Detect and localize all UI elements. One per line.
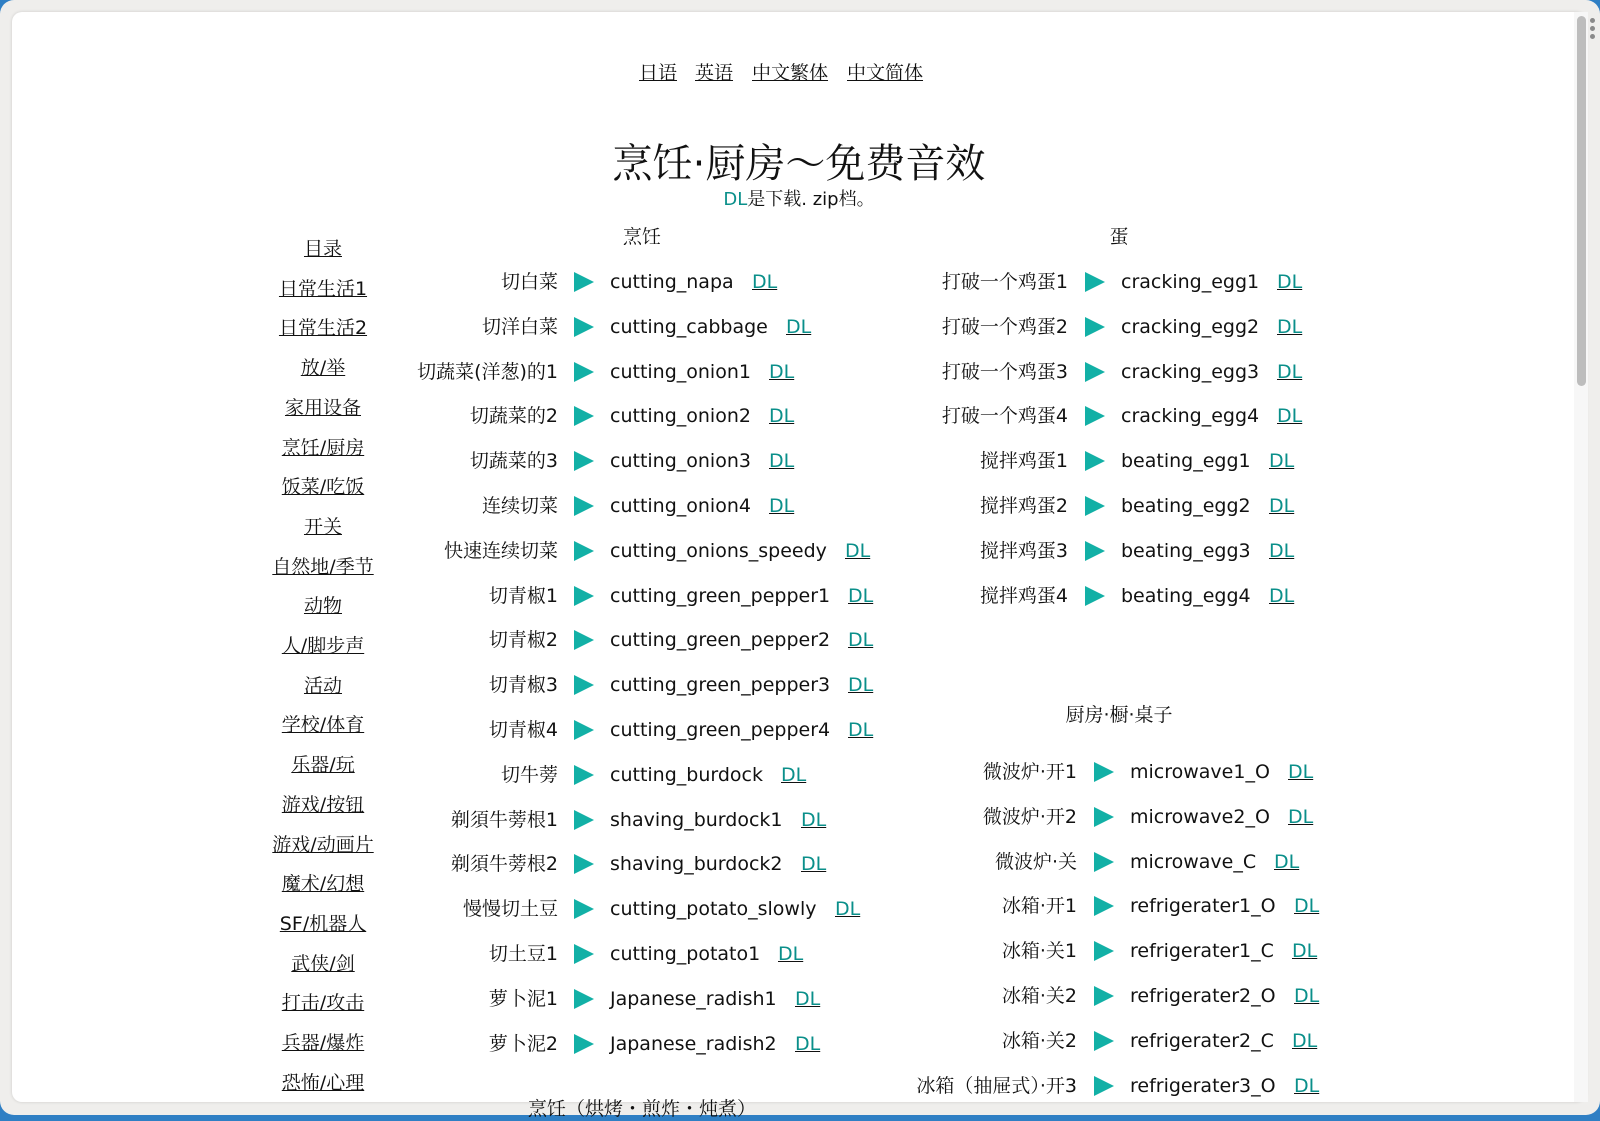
sound-filename: cutting_onions_speedy: [610, 539, 827, 562]
download-link[interactable]: DL: [848, 629, 874, 652]
sound-filename: microwave1_O: [1130, 761, 1270, 783]
sound-filename: cutting_potato_slowly: [610, 898, 817, 921]
sidebar-item[interactable]: 开关: [303, 515, 342, 538]
sidebar-item[interactable]: 兵器/爆炸: [281, 1032, 365, 1054]
sound-filename: cutting_cabbage: [610, 315, 768, 338]
download-link[interactable]: DL: [769, 405, 795, 428]
sound-filename: cutting_green_pepper3: [610, 674, 831, 697]
sound-filename: refrigerater1_C: [1130, 940, 1274, 963]
sound-label: 连续切菜: [481, 495, 558, 517]
sound-filename: beating_egg4: [1121, 584, 1251, 607]
play-icon[interactable]: [574, 854, 594, 874]
sound-filename: cutting_onion3: [610, 450, 751, 473]
play-icon[interactable]: [574, 451, 594, 471]
download-link[interactable]: DL: [845, 539, 871, 562]
sound-filename: shaving_burdock2: [610, 853, 783, 876]
sidebar-item[interactable]: 日常生活1: [278, 277, 368, 300]
sound-filename: refrigerater3_O: [1130, 1074, 1276, 1097]
sound-label: 萝卜泥2: [488, 1032, 558, 1055]
sound-label: 打破一个鸡蛋2: [941, 315, 1068, 338]
play-icon[interactable]: [574, 720, 594, 740]
play-icon[interactable]: [1085, 362, 1105, 382]
sidebar-item[interactable]: 学校/体育: [281, 714, 365, 737]
play-icon[interactable]: [1085, 586, 1105, 606]
play-icon[interactable]: [574, 630, 594, 650]
sound-filename: shaving_burdock1: [610, 808, 783, 831]
sound-label: 冰箱·开1: [1001, 895, 1077, 918]
page-subtitle: [12, 185, 1586, 211]
download-link[interactable]: DL: [795, 1032, 821, 1055]
subtitle-text: 是下载. zip档。: [747, 189, 875, 210]
download-link[interactable]: DL: [1277, 315, 1303, 338]
download-link[interactable]: DL: [1269, 539, 1295, 562]
sound-filename: cutting_green_pepper4: [610, 719, 831, 741]
play-icon[interactable]: [574, 272, 594, 292]
sound-filename: refrigerater2_O: [1130, 985, 1276, 1007]
sound-filename: cracking_egg4: [1121, 405, 1260, 428]
play-icon[interactable]: [1094, 807, 1114, 827]
sidebar-item[interactable]: 饭菜/吃饭: [281, 476, 365, 499]
sidebar-item[interactable]: 动物: [303, 595, 342, 618]
sound-label: 切青椒4: [488, 719, 558, 741]
scrollbar-thumb[interactable]: [1577, 16, 1586, 386]
sound-filename: cutting_onion2: [610, 405, 751, 428]
play-icon[interactable]: [574, 765, 594, 785]
sound-filename: cutting_napa: [610, 271, 734, 293]
download-link[interactable]: DL: [848, 584, 874, 607]
sound-label: 切青椒3: [488, 674, 558, 697]
sound-label: 搅拌鸡蛋3: [979, 539, 1068, 562]
sidebar-item[interactable]: 乐器/玩: [291, 754, 355, 777]
sidebar-item[interactable]: 自然地/季节: [272, 555, 374, 578]
sound-filename: beating_egg1: [1121, 450, 1251, 473]
play-icon[interactable]: [1094, 896, 1114, 916]
sound-label: 切牛蒡: [500, 763, 558, 786]
sound-label: 搅拌鸡蛋2: [979, 495, 1068, 517]
download-link[interactable]: DL: [801, 853, 827, 876]
download-link[interactable]: DL: [778, 943, 804, 965]
sidebar-item[interactable]: 魔术/幻想: [281, 873, 365, 896]
play-icon[interactable]: [1085, 451, 1105, 471]
sound-filename: microwave2_O: [1130, 805, 1270, 828]
play-icon[interactable]: [1094, 852, 1114, 872]
sound-label: 冰箱（抽屉式）·开3: [916, 1074, 1077, 1097]
sound-label: 微波炉·开2: [982, 805, 1077, 828]
sound-label: 剃須牛蒡根2: [450, 853, 558, 876]
sound-label: 微波炉·开1: [982, 761, 1077, 783]
play-icon[interactable]: [574, 586, 594, 606]
download-link[interactable]: DL: [835, 898, 861, 921]
sound-filename: refrigerater1_O: [1130, 895, 1276, 918]
sound-label: 快速连续切菜: [443, 539, 558, 562]
sound-label: 慢慢切土豆: [462, 898, 558, 921]
vertical-scrollbar[interactable]: [1574, 12, 1588, 1102]
download-link[interactable]: DL: [1277, 405, 1303, 428]
sound-filename: cutting_burdock: [610, 763, 763, 786]
play-icon[interactable]: [574, 944, 594, 964]
sound-label: 打破一个鸡蛋3: [941, 360, 1068, 383]
sound-label: 萝卜泥1: [488, 987, 558, 1010]
download-link[interactable]: DL: [801, 808, 827, 831]
sound-filename: beating_egg3: [1121, 539, 1251, 562]
play-icon[interactable]: [574, 1034, 594, 1054]
sidebar-item[interactable]: 放/举: [300, 357, 346, 380]
download-link[interactable]: DL: [769, 360, 795, 383]
sidebar-item[interactable]: 游戏/动画片: [272, 833, 374, 856]
section-heading-cooking2: 烹饪（烘烤・煎炸・炖煮）: [527, 1098, 756, 1120]
section-heading-egg: 蛋: [1109, 226, 1129, 248]
sound-label: 搅拌鸡蛋4: [979, 584, 1068, 607]
sound-label: 切青椒2: [488, 629, 558, 652]
page-viewport: [12, 12, 1586, 1120]
sound-label: 切蔬菜的2: [469, 405, 558, 428]
sound-filename: cracking_egg2: [1121, 315, 1260, 338]
play-icon[interactable]: [1085, 406, 1105, 426]
play-icon[interactable]: [1085, 317, 1105, 337]
sidebar-item[interactable]: 打击/攻击: [281, 992, 365, 1015]
sidebar-item[interactable]: 家用设备: [284, 396, 361, 419]
sound-filename: cracking_egg1: [1121, 271, 1260, 293]
sound-filename: refrigerater2_C: [1130, 1029, 1274, 1052]
sidebar-item[interactable]: 日常生活2: [278, 317, 368, 340]
sound-filename: cutting_green_pepper2: [610, 629, 831, 652]
sound-filename: cutting_potato1: [610, 943, 761, 965]
play-icon[interactable]: [574, 406, 594, 426]
lang-link-traditional-chinese[interactable]: 中文繁体: [752, 62, 829, 84]
sound-label: 微波炉·关: [994, 850, 1077, 873]
lang-link-simplified-chinese[interactable]: 中文简体: [847, 62, 924, 84]
download-link[interactable]: DL: [848, 674, 874, 697]
play-icon[interactable]: [574, 496, 594, 516]
section-heading-cooking: 烹饪: [622, 226, 661, 248]
play-icon[interactable]: [1085, 541, 1105, 561]
download-link[interactable]: DL: [781, 763, 807, 786]
section-heading-kitchen: 厨房·橱·桌子: [1065, 704, 1173, 726]
sound-filename: cracking_egg3: [1121, 360, 1260, 383]
sound-label: 切白菜: [500, 271, 558, 293]
sound-filename: Japanese_radish2: [610, 1032, 777, 1055]
download-link[interactable]: DL: [1288, 805, 1314, 828]
sound-filename: beating_egg2: [1121, 495, 1251, 517]
download-link[interactable]: DL: [795, 987, 821, 1010]
play-icon[interactable]: [574, 317, 594, 337]
sound-label: 冰箱·关1: [1001, 940, 1077, 963]
play-icon[interactable]: [1094, 1031, 1114, 1051]
play-icon[interactable]: [1085, 272, 1105, 292]
dl-hint: DL: [723, 189, 748, 210]
download-link[interactable]: DL: [786, 315, 812, 338]
sound-label: 搅拌鸡蛋1: [979, 450, 1068, 473]
sound-label: 切蔬菜(洋葱)的1: [417, 360, 558, 383]
sound-filename: cutting_onion4: [610, 495, 751, 517]
sidebar-item[interactable]: 人/脚步声: [281, 635, 365, 657]
download-link[interactable]: DL: [752, 271, 778, 293]
sidebar-item[interactable]: 烹饪/厨房: [281, 436, 365, 459]
download-link[interactable]: DL: [1277, 360, 1303, 383]
download-link[interactable]: DL: [1294, 1074, 1320, 1097]
download-link[interactable]: DL: [1294, 895, 1320, 918]
sound-label: 冰箱·关2: [1001, 1029, 1077, 1052]
play-icon[interactable]: [1094, 762, 1114, 782]
sound-label: 切青椒1: [488, 584, 558, 607]
download-link[interactable]: DL: [1269, 495, 1295, 517]
download-link[interactable]: DL: [1269, 584, 1295, 607]
sound-label: 剃須牛蒡根1: [450, 808, 558, 831]
page-title: 烹饪·厨房～免费音效: [612, 141, 986, 187]
play-icon[interactable]: [574, 899, 594, 919]
lang-link-japanese[interactable]: 日语: [639, 62, 678, 84]
sound-label: 切蔬菜的3: [469, 450, 558, 473]
lang-link-english[interactable]: 英语: [695, 62, 734, 84]
download-link[interactable]: DL: [1294, 985, 1320, 1007]
sidebar-item[interactable]: SF/机器人: [279, 912, 367, 935]
sidebar-item[interactable]: 游戏/按钮: [281, 793, 365, 816]
sound-label: 打破一个鸡蛋1: [941, 271, 1068, 293]
play-icon[interactable]: [574, 541, 594, 561]
sound-label: 切洋白菜: [481, 315, 558, 338]
download-link[interactable]: DL: [1277, 271, 1303, 293]
play-icon[interactable]: [574, 362, 594, 382]
more-options-icon[interactable]: [1590, 18, 1596, 42]
download-link[interactable]: DL: [848, 719, 874, 741]
sound-label: 打破一个鸡蛋4: [941, 405, 1068, 428]
play-icon[interactable]: [1094, 1076, 1114, 1096]
play-icon[interactable]: [1085, 496, 1105, 516]
play-icon[interactable]: [574, 675, 594, 695]
download-link[interactable]: DL: [1292, 940, 1318, 963]
sound-filename: cutting_green_pepper1: [610, 584, 831, 607]
download-link[interactable]: DL: [1292, 1029, 1318, 1052]
play-icon[interactable]: [574, 810, 594, 830]
sound-filename: cutting_onion1: [610, 360, 751, 383]
download-link[interactable]: DL: [1288, 761, 1314, 783]
sidebar-item[interactable]: 活动: [303, 674, 342, 697]
sound-label: 切土豆1: [488, 943, 558, 965]
sidebar-item[interactable]: 恐怖/心理: [281, 1071, 365, 1094]
download-link[interactable]: DL: [1274, 850, 1300, 873]
sound-filename: Japanese_radish1: [610, 987, 777, 1010]
download-link[interactable]: DL: [769, 495, 795, 517]
sidebar-item[interactable]: 目录: [303, 238, 342, 260]
play-icon[interactable]: [574, 989, 594, 1009]
sound-label: 冰箱·关2: [1001, 985, 1077, 1007]
play-icon[interactable]: [1094, 986, 1114, 1006]
play-icon[interactable]: [1094, 941, 1114, 961]
sound-filename: microwave_C: [1130, 850, 1257, 873]
sidebar-item[interactable]: 武侠/剑: [291, 952, 355, 975]
download-link[interactable]: DL: [769, 450, 795, 473]
download-link[interactable]: DL: [1269, 450, 1295, 473]
